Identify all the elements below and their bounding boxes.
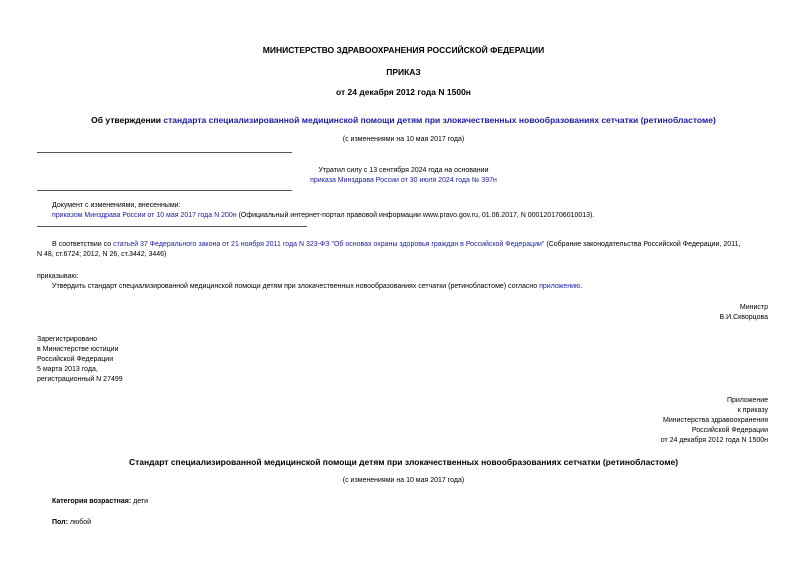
- registration-line: Российской Федерации: [37, 356, 114, 363]
- divider: [37, 152, 292, 153]
- document-title: [0, 114, 807, 126]
- lost-force-link[interactable]: приказа Минздрава России от 30 июля 2024 года № 397н: [310, 177, 497, 184]
- registration-line: в Министерстве юстиции: [37, 346, 119, 353]
- appendix-line: Приложение: [726, 397, 768, 404]
- lost-force-text: Утратил силу с 13 сентября 2024 года на основании: [318, 167, 489, 174]
- signature-role: Министр: [739, 304, 768, 311]
- basis-rest: (Собрание законодательства Российской Федерации, 2011,: [544, 241, 741, 248]
- changes-source: (Официальный интернет-портал правовой информации www.pravo.gov.ru, 01.06.2017, N 0001201706010013).: [236, 212, 595, 219]
- doc-date-heading: от 24 декабря 2012 года N 1500н: [336, 87, 471, 97]
- signature-name: В.И.Скворцова: [719, 314, 768, 321]
- order-end: .: [580, 283, 583, 290]
- title-standard-link[interactable]: стандарта специализированной медицинской помощи детям при злокачественных новообразованиях сетчатки (ретинобластоме): [163, 115, 716, 125]
- divider: [37, 226, 307, 227]
- basis-prefix: В соответствии со: [52, 241, 114, 248]
- age-value: дети: [131, 498, 148, 505]
- appendix-line: Министерства здравоохранения: [663, 417, 768, 424]
- changes-intro: Документ с изменениями, внесенными:: [52, 202, 181, 209]
- order-text: [52, 282, 582, 292]
- sex-label: Пол:: [52, 519, 68, 526]
- standard-amendment-note: (с изменениями на 10 мая 2017 года): [342, 477, 465, 484]
- amendment-note: (с изменениями на 10 мая 2017 года): [342, 136, 465, 143]
- sex-category: [52, 518, 91, 528]
- doc-type-heading: ПРИКАЗ: [386, 67, 421, 77]
- divider: [37, 190, 292, 191]
- registration-line: 5 марта 2013 года,: [37, 366, 98, 373]
- appendix-link[interactable]: приложению: [539, 283, 581, 290]
- title-prefix: Об утверждении: [91, 115, 164, 125]
- appendix-line: Российской Федерации: [691, 427, 768, 434]
- basis-line-1: [52, 240, 740, 250]
- sex-value: любой: [67, 519, 92, 526]
- appendix-line: к приказу: [737, 407, 768, 414]
- age-label: Категория возрастная:: [52, 498, 132, 505]
- standard-title: Стандарт специализированной медицинской помощи детям при злокачественных новообразованиях сетчатки (ретинобластоме): [128, 457, 679, 467]
- age-category: [52, 497, 148, 507]
- basis-law-link[interactable]: статьей 37 Федерального закона от 21 ноября 2011 года N 323-ФЗ "Об основах охраны здоровья граждан в Российской Федерации": [113, 241, 545, 248]
- changes-order-link[interactable]: приказом Минздрава России от 10 мая 2017 года N 200н: [52, 212, 237, 219]
- registration-line: регистрационный N 27499: [37, 376, 123, 383]
- order-body: Утвердить стандарт специализированной медицинской помощи детям при злокачественных новообразованиях сетчатки (ретинобластоме) согласно: [52, 283, 540, 290]
- basis-line-2: N 48, ст.6724; 2012, N 26, ст.3442, 3446): [37, 251, 167, 258]
- registration-line: Зарегистрировано: [37, 336, 97, 343]
- order-verb: приказываю:: [37, 273, 79, 280]
- changes-line: [52, 211, 594, 221]
- ministry-heading: МИНИСТЕРСТВО ЗДРАВООХРАНЕНИЯ РОССИЙСКОЙ ФЕДЕРАЦИИ: [262, 45, 545, 55]
- appendix-line: от 24 декабря 2012 года N 1500н: [660, 437, 768, 444]
